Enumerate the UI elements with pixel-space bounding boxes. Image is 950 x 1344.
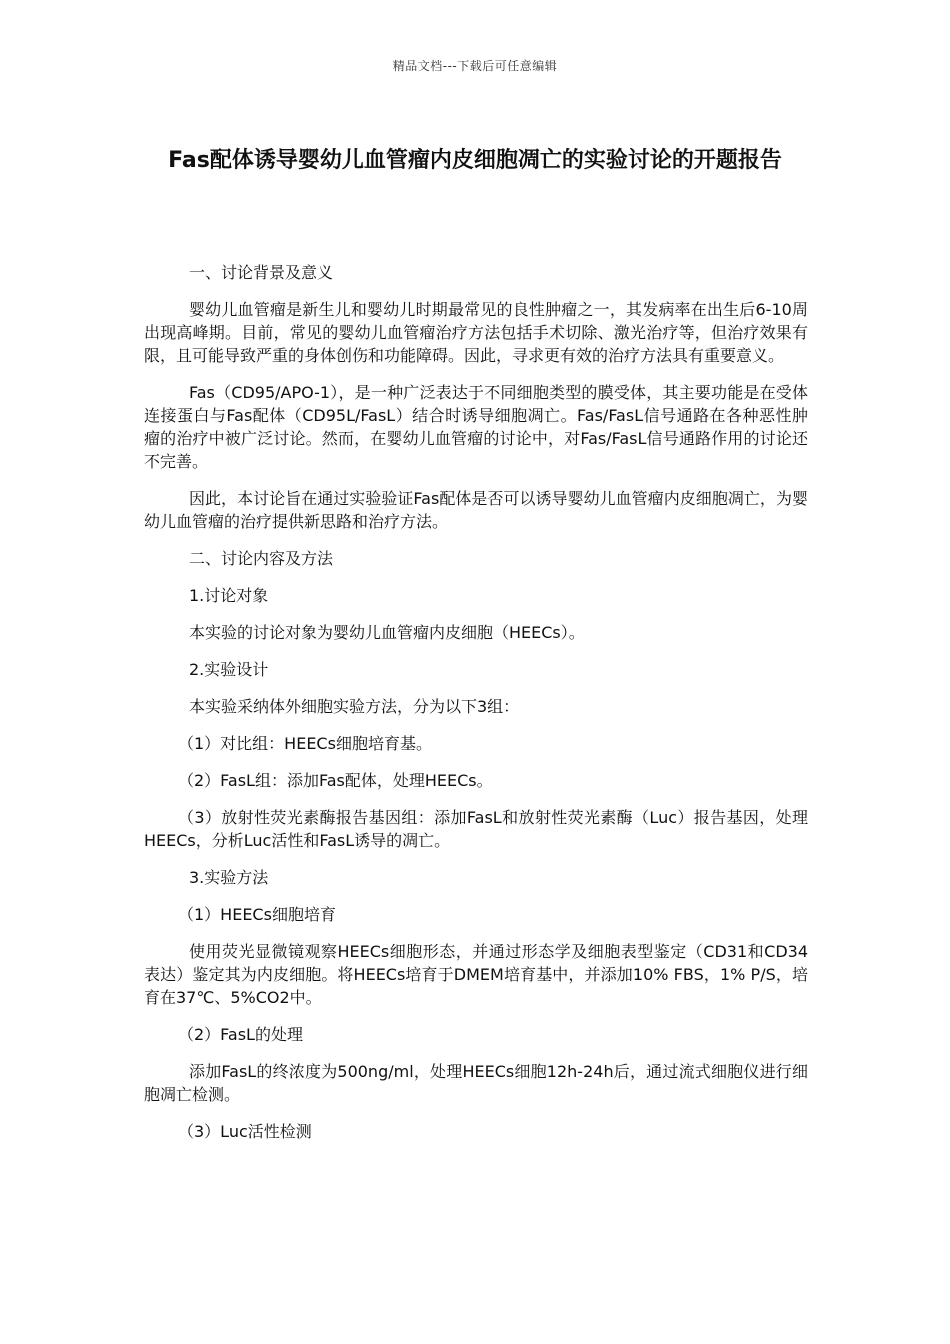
list-item-group-2: （2）FasL组：添加Fas配体，处理HEECs。 (178, 771, 493, 790)
paragraph-design: 本实验采纳体外细胞实验方法，分为以下3组： (189, 697, 520, 716)
list-item-group-1: （1）对比组：HEECs细胞培育基。 (178, 734, 432, 753)
subheading-subject: 1.讨论对象 (189, 586, 269, 605)
section-heading-background: 一、讨论背景及意义 (189, 263, 334, 282)
paragraph-background-2: Fas（CD95/APO-1），是一种广泛表达于不同细胞类型的膜受体，其主要功能是在受体连接蛋白与Fas配体（CD95L/FasL）结合时诱导细胞凋亡。Fas/FasL信号通路在各种恶性肿瘤的治疗中被广泛讨论。然而，在婴幼儿血管瘤的讨论中，对Fas/FasL信号通路作用的讨论还不完善。 (144, 383, 808, 471)
paragraph-fasl: 添加FasL的终浓度为500ng/ml，处理HEECs细胞12h-24h后，通过流式细胞仪进行细胞凋亡检测。 (144, 1062, 808, 1104)
document-title: Fas配体诱导婴幼儿血管瘤内皮细胞凋亡的实验讨论的开题报告 (168, 148, 782, 173)
paragraph-background-1: 婴幼儿血管瘤是新生儿和婴幼儿时期最常见的良性肿瘤之一，其发病率在出生后6-10周出现高峰期。目前，常见的婴幼儿血管瘤治疗方法包括手术切除、激光治疗等，但治疗效果有限，且可能导致严重的身体创伤和功能障碍。因此，寻求更有效的治疗方法具有重要意义。 (144, 300, 808, 365)
method-heading-luc: （3）Luc活性检测 (178, 1122, 312, 1141)
subheading-design: 2.实验设计 (189, 660, 269, 679)
paragraph-background-3: 因此，本讨论旨在通过实验验证Fas配体是否可以诱导婴幼儿血管瘤内皮细胞凋亡，为婴幼儿血管瘤的治疗提供新思路和治疗方法。 (144, 489, 808, 531)
document-body (144, 261, 808, 1157)
section-heading-methods: 二、讨论内容及方法 (189, 549, 334, 568)
page-header: 精品文档---下载后可任意编辑 (392, 59, 558, 73)
subheading-method: 3.实验方法 (189, 868, 269, 887)
method-heading-fasl: （2）FasL的处理 (178, 1025, 303, 1044)
method-heading-culture: （1）HEECs细胞培育 (178, 905, 336, 924)
list-item-group-3: （3）放射性荧光素酶报告基因组：添加FasL和放射性荧光素酶（Luc）报告基因，处理HEECs，分析Luc活性和FasL诱导的凋亡。 (144, 808, 808, 850)
paragraph-culture: 使用荧光显微镜观察HEECs细胞形态，并通过形态学及细胞表型鉴定（CD31和CD34表达）鉴定其为内皮细胞。将HEECs培育于DMEM培育基中，并添加10% FBS，1% P/S，培育在37℃、5%CO2中。 (144, 942, 808, 1007)
paragraph-subject: 本实验的讨论对象为婴幼儿血管瘤内皮细胞（HEECs）。 (189, 623, 585, 642)
